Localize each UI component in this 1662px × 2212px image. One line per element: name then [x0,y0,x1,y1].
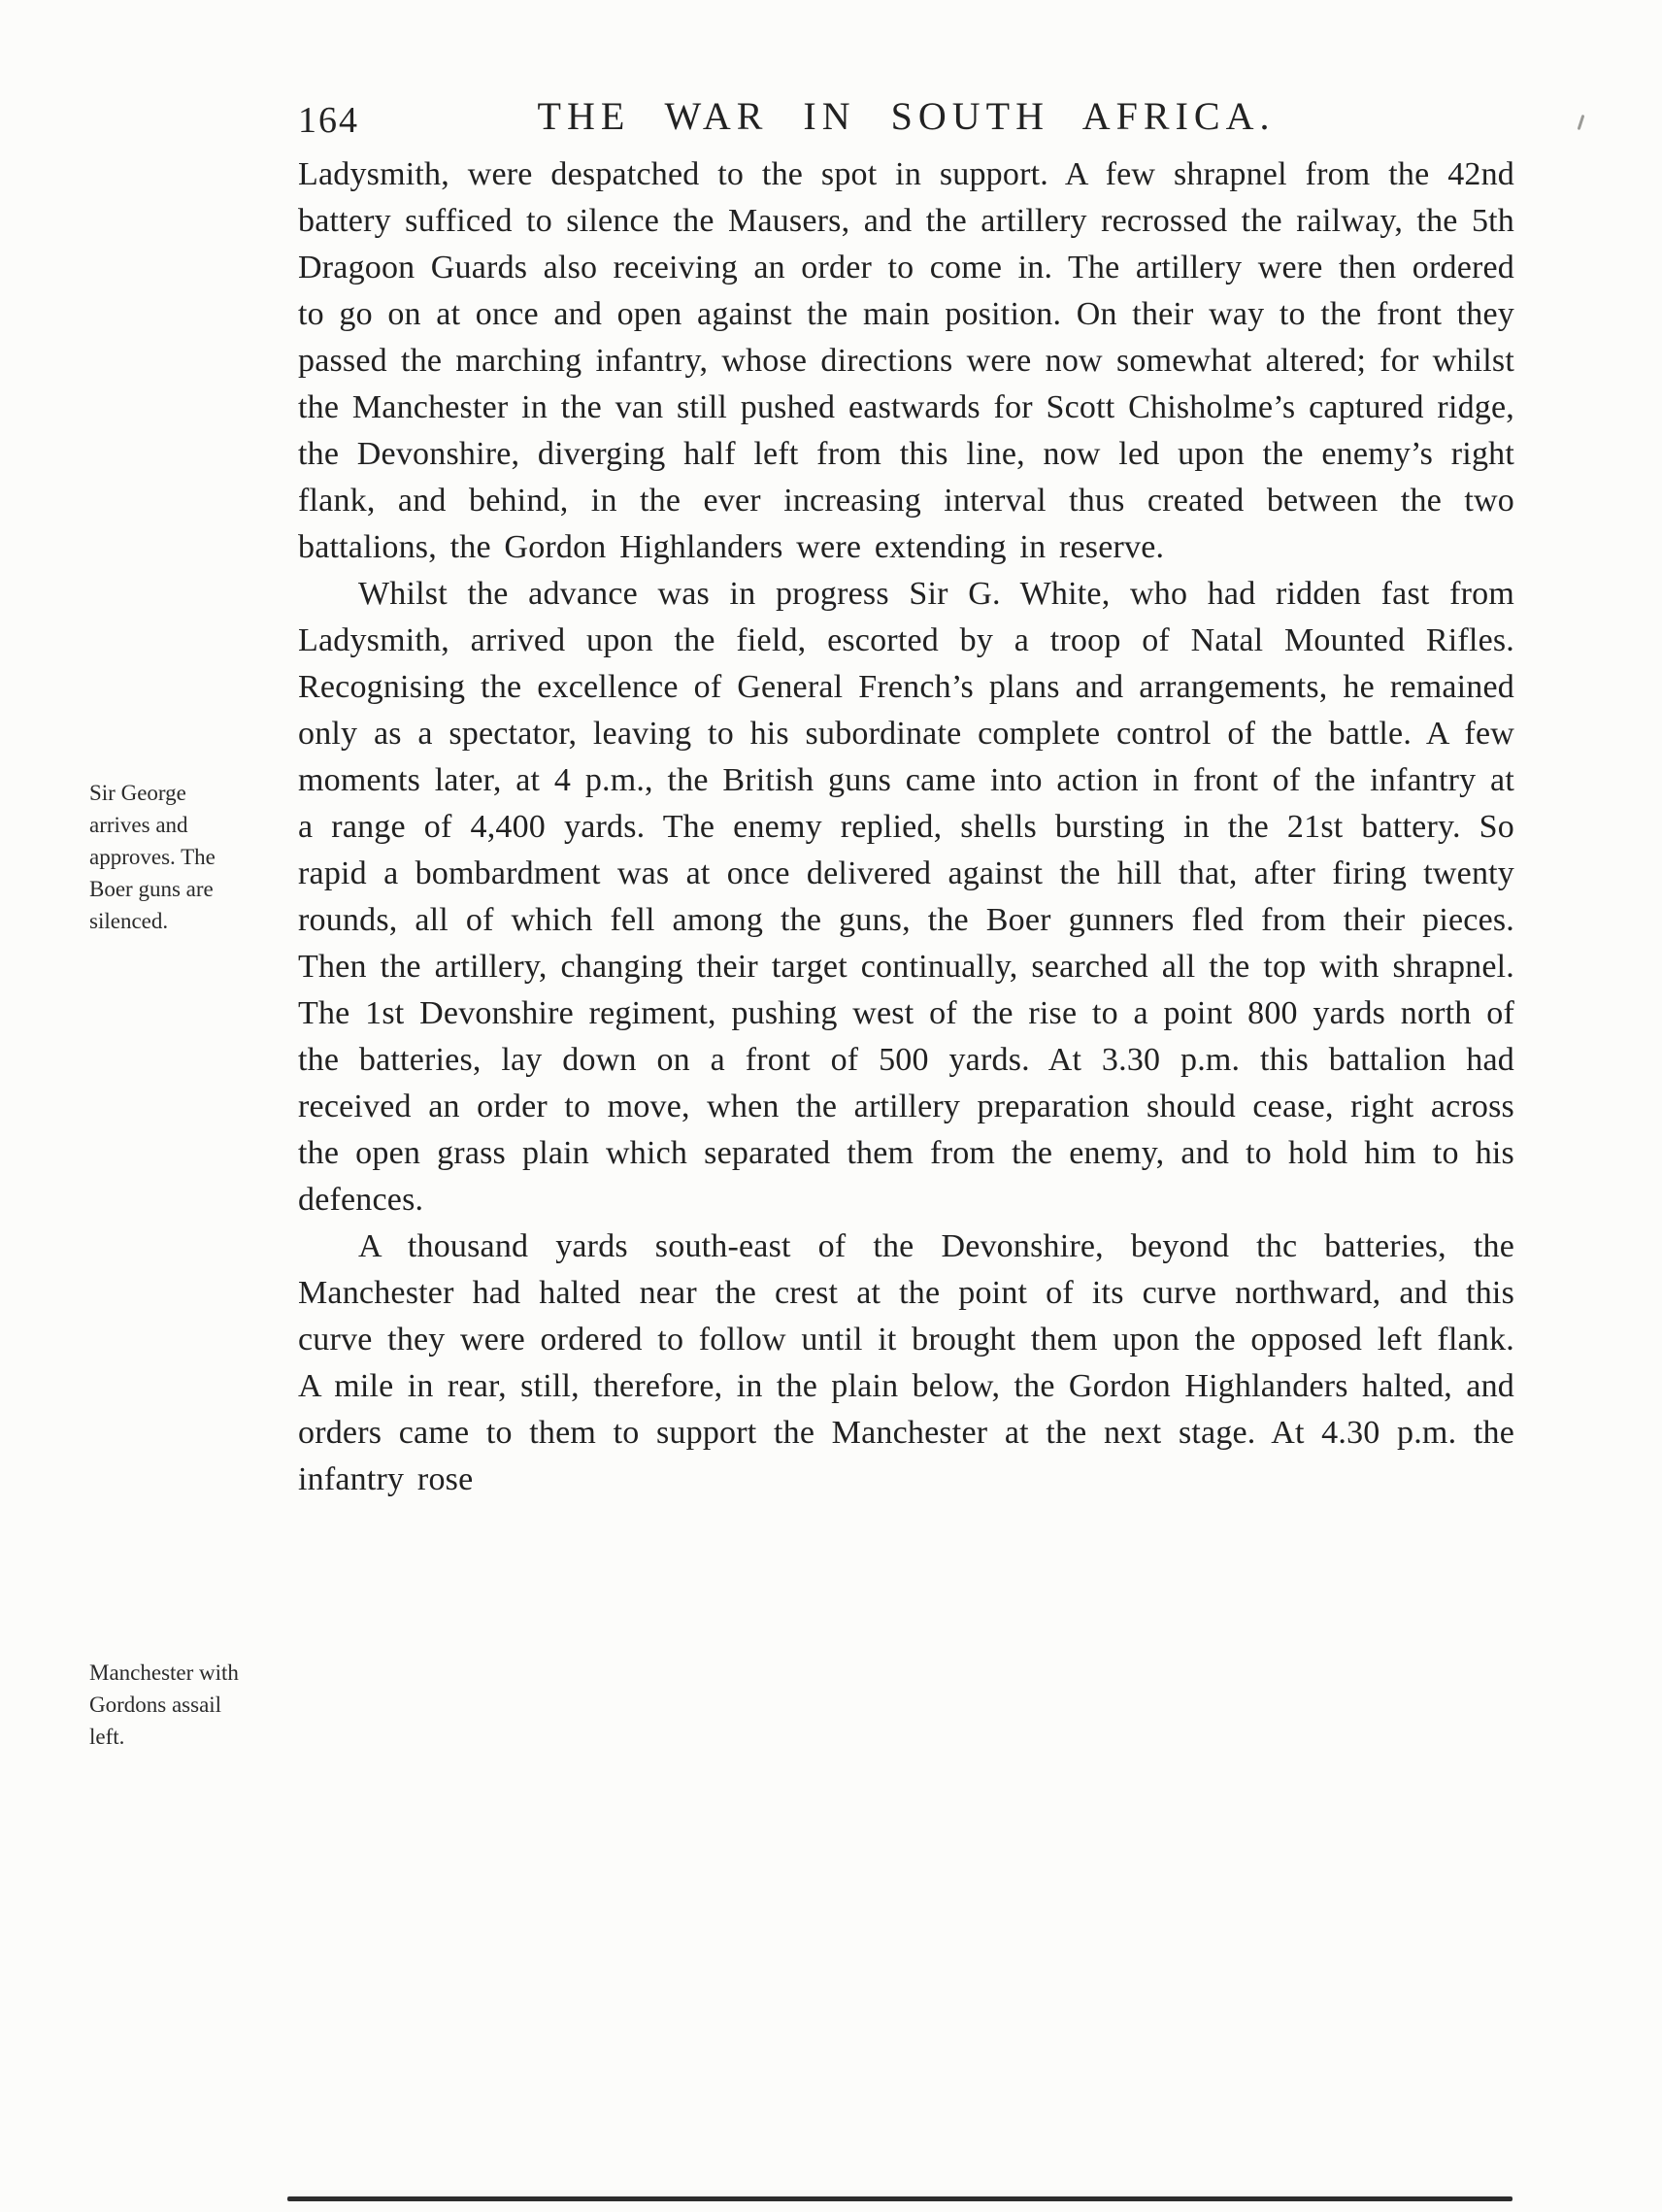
sidenote-sir-george: Sir George arrives and approves. The Boer guns are silenced. [89,781,216,933]
sidenote-manchester: Manchester with Gordons assail left. [89,1660,239,1749]
page-header [298,93,1514,144]
scan-artifact-speck [1578,115,1585,130]
scan-artifact-line [287,2196,1512,2201]
page-number: 164 [298,100,359,141]
paragraph-2: Whilst the advance was in progress Sir G. White, who had ridden fast from Ladysmith, arrived upon the field, escorted by a troop of Natal Mounted Rifles. Recognising the excellence of General French’s plans and arrangements, he remained only as a spectator, leaving to his subordinate complete control of the battle. A few moments later, at 4 p.m., the British guns came into action in front of the infantry at a range of 4,400 yards. The enemy replied, shells bursting in the 21st battery. So rapid a bombardment was at once delivered against the hill that, after firing twenty rounds, all of which fell among the guns, the Boer gunners fled from their pieces. Then the artillery, changing their target continually, searched all the top with shrapnel. The 1st Devonshire regiment, pushing west of the rise to a point 800 yards north of the batteries, lay down on a front of 500 yards. At 3.30 p.m. this battalion had received an order to move, when the artillery preparation should cease, right across the open grass plain which separated them from the enemy, and to hold him to his defences. [298,576,1514,1218]
paragraph-1: Ladysmith, were despatched to the spot in support. A few shrapnel from the 42nd battery sufficed to silence the Mausers, and the artillery recrossed the railway, the 5th Dragoon Guards also receiving an order to come in. The artillery were then ordered to go on at once and open against the main position. On their way to the front they passed the marching infantry, whose directions were now somewhat altered; for whilst the Manchester in the van still pushed eastwards for Scott Chisholme’s captured ridge, the Devonshire, diverging half left from this line, now led upon the enemy’s right flank, and behind, in the ever increasing interval thus created between the two battalions, the Gordon Highlanders were extending in reserve. [298,156,1514,565]
running-title: THE WAR IN SOUTH AFRICA. [537,94,1276,138]
paragraph-3: A thousand yards south-east of the Devonshire, beyond thc batteries, the Manchester had halted near the crest at the point of its curve northward, and this curve they were ordered to follow until it brought them upon the opposed left flank. A mile in rear, still, therefore, in the plain below, the Gordon Highlanders halted, and orders came to them to support the Manchester at the next stage. At 4.30 p.m. the infantry rose [298,1228,1514,1497]
body-text [298,151,1514,1503]
